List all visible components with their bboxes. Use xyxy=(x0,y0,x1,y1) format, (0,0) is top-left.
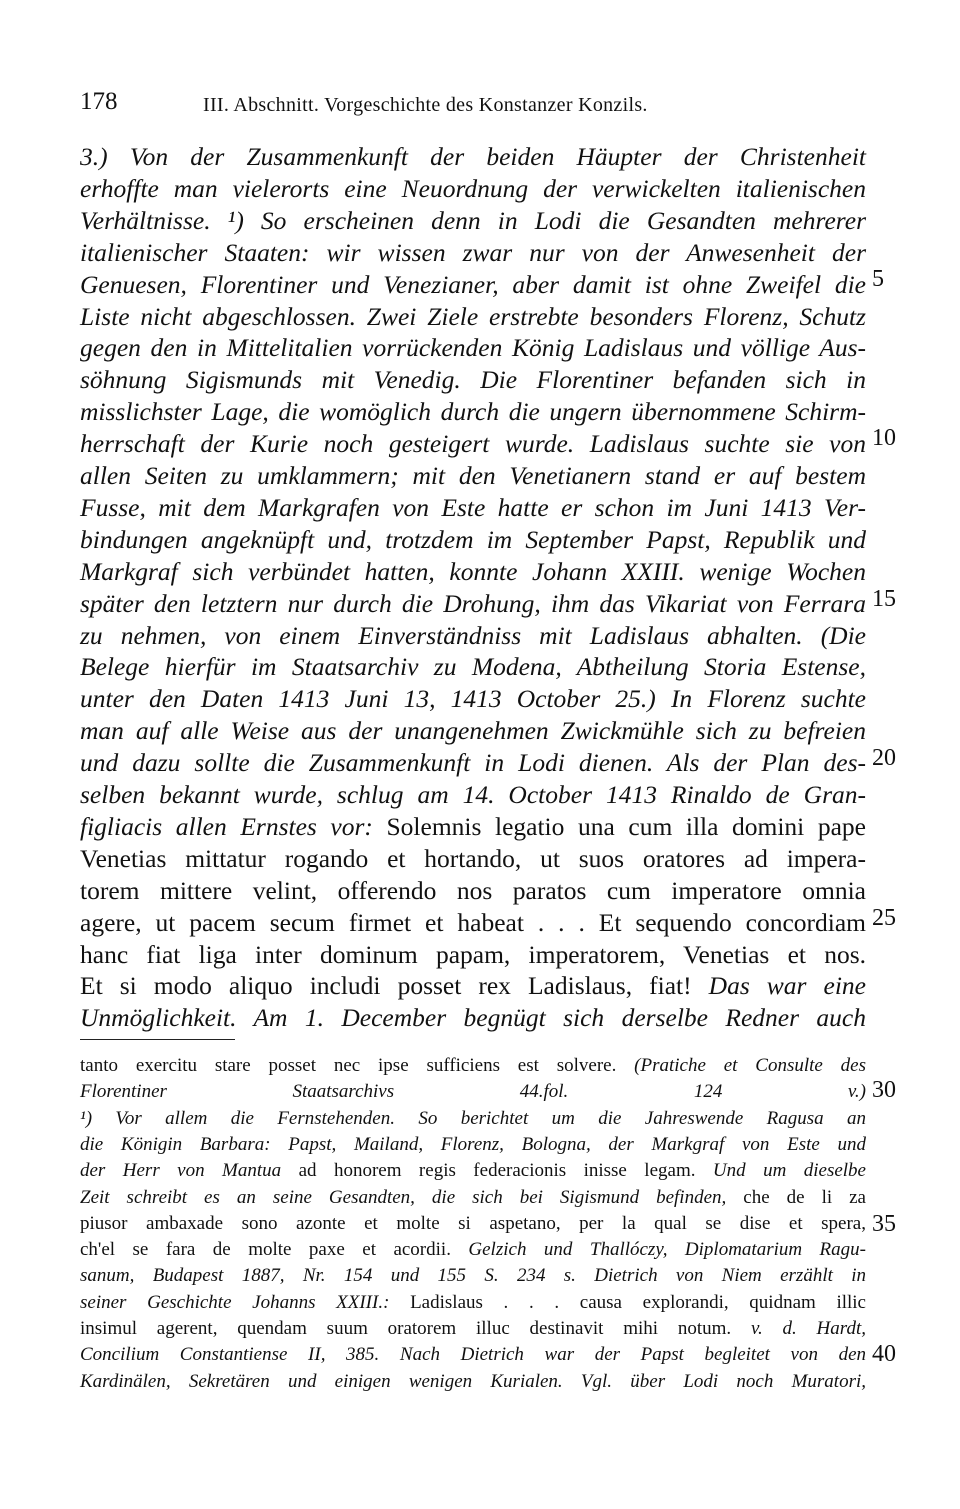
text-run: die Königin Barbara: Papst, Mailand, Florenz, Bologna, der Markgraf von Este und xyxy=(80,1133,866,1155)
text-run: Concilium Constantiense II, 385. Nach Dietrich war der Papst begleitet von den xyxy=(80,1344,866,1366)
text-run: gegen den in Mittelitalien vorrückenden König Ladislaus und völlige Aus- xyxy=(80,333,866,363)
text-line xyxy=(80,682,866,715)
footnote-line xyxy=(80,1212,866,1236)
footnote-line xyxy=(80,1370,866,1394)
text-run: piusor ambaxade sono azonte et molte si aspetano, per la qual se dise et spera, xyxy=(80,1212,866,1234)
text-line xyxy=(80,268,866,301)
text-run: zu nehmen, von einem Einverständniss mit Ladislaus abhalten. (Die xyxy=(80,620,866,650)
text-run: unter den Daten 1413 Juni 13, 1413 October 25.) In Florenz suchte xyxy=(80,684,866,714)
text-run: der Herr von Mantua xyxy=(80,1160,299,1182)
text-run: (Pratiche et Consulte des xyxy=(634,1055,866,1076)
line-number: 20 xyxy=(872,745,896,771)
footnote-line xyxy=(80,1264,866,1288)
text-line xyxy=(80,204,866,237)
text-run: Liste nicht abgeschlossen. Zwei Ziele erstrebte besonders Florenz, Schutz xyxy=(80,301,866,331)
line-number: 30 xyxy=(872,1077,896,1103)
footnote-line xyxy=(80,1317,866,1341)
text-line xyxy=(80,650,866,683)
text-run: ad honorem regis federacionis inisse legam. xyxy=(298,1160,713,1182)
text-line xyxy=(80,331,866,364)
text-run: ch'el se fara de molte paxe et acordii. xyxy=(80,1239,469,1261)
text-line xyxy=(80,555,866,588)
text-run: Gelzich und Thallóczy, Diplomatarium Ragu- xyxy=(468,1239,866,1261)
text-line xyxy=(80,874,866,907)
text-line xyxy=(80,1001,866,1034)
text-run: sanum, Budapest 1887, Nr. 154 und 155 S. 234 s. Dietrich von Niem erzählt in xyxy=(80,1265,866,1287)
text-run: Unmöglichkeit. Am 1. December begnügt sich derselbe Redner auch xyxy=(80,1003,866,1033)
text-run: insimul agerent, quendam suum oratorem illuc destinavit mihi notum. xyxy=(80,1318,751,1339)
text-line xyxy=(80,619,866,652)
text-line xyxy=(80,778,866,811)
text-run: Belege hierfür im Staatsarchiv zu Modena, Abtheilung Storia Estense, xyxy=(80,652,866,682)
text-run: Kardinälen, Sekretären und einigen wenigen Kurialen. Vgl. über Lodi noch Muratori, xyxy=(80,1370,866,1392)
text-run: Ladislaus . . . causa explorandi, quidnam illic xyxy=(410,1291,866,1313)
text-line xyxy=(80,810,866,843)
text-run: und dazu sollte die Zusammenkunft in Lodi dienen. Als der Plan des- xyxy=(80,748,866,778)
footnote-line xyxy=(80,1107,866,1131)
text-run: che de li za xyxy=(743,1186,866,1208)
text-line xyxy=(80,938,866,971)
line-number: 25 xyxy=(872,905,896,931)
line-number: 10 xyxy=(872,425,896,451)
text-run: söhnung Sigismunds mit Venedig. Die Florentiner befanden sich in xyxy=(80,365,866,395)
text-line xyxy=(80,363,866,396)
footnote-line xyxy=(80,1186,866,1210)
text-run: seiner Geschichte Johanns XXIII.: xyxy=(80,1291,411,1313)
text-run: allen Seiten zu umklammern; mit den Venetianern stand er auf bestem xyxy=(80,461,866,490)
text-run: Fusse, mit dem Markgrafen von Este hatte er schon im Juni 1413 Ver- xyxy=(80,492,866,522)
text-line xyxy=(80,172,866,205)
text-run: tanto exercitu stare posset nec ipse sufficiens est solvere. xyxy=(80,1055,635,1076)
text-run: Genuesen, Florentiner und Venezianer, aber damit ist ohne Zweifel die xyxy=(80,269,866,299)
text-line xyxy=(80,459,866,492)
text-run: Solemnis legatio una cum illa domini pape xyxy=(386,811,866,841)
footnote-line xyxy=(80,1159,866,1183)
line-number: 15 xyxy=(872,586,896,612)
text-run: misslichster Lage, die womöglich durch die ungern übernommene Schirm- xyxy=(80,397,866,427)
text-run: Florentiner Staatsarchivs 44.fol. 124 v.) xyxy=(80,1081,866,1103)
text-run: bindungen angeknüpft und, trotzdem im September Papst, Republik und xyxy=(80,524,866,554)
text-run: Et si modo aliquo includi posset rex Ladislaus, fiat! xyxy=(80,971,709,1001)
text-run: Zeit schreibt es an seine Gesandten, die sich bei Sigismund befinden, xyxy=(80,1186,744,1208)
text-run: später den letztern nur durch die Drohung, ihm das Vikariat von Ferrara xyxy=(80,588,866,618)
text-line xyxy=(80,969,866,1002)
text-line xyxy=(80,523,866,556)
text-run: herrschaft der Kurie noch gesteigert wurde. Ladislaus suchte sie von xyxy=(80,429,866,459)
text-run: italienischer Staaten: wir wissen zwar nur von der Anwesenheit der xyxy=(80,237,866,267)
text-run: v. d. Hardt, xyxy=(750,1318,866,1339)
footnote-line xyxy=(80,1080,866,1104)
running-title: III. Abschnitt. Vorgeschichte des Konstanzer Konzils. xyxy=(203,94,648,116)
text-line xyxy=(80,300,866,333)
text-line xyxy=(80,491,866,524)
text-run: figliacis allen Ernstes vor: xyxy=(80,811,387,841)
footnote-line xyxy=(80,1238,866,1262)
text-line xyxy=(80,746,866,779)
page-number: 178 xyxy=(80,88,118,115)
line-number: 35 xyxy=(872,1211,896,1237)
text-run: Markgraf sich verbündet hatten, konnte Johann XXIII. wenige Wochen xyxy=(80,556,866,586)
text-run: Das war eine xyxy=(708,971,866,1001)
text-run: Und um dieselbe xyxy=(712,1160,866,1182)
text-run: erhoffte man vielerorts eine Neuordnung der verwickelten italienischen xyxy=(80,173,866,203)
text-line xyxy=(80,236,866,269)
text-run: torem mittere velint, offerendo nos paratos cum imperatore omnia xyxy=(80,875,866,905)
text-line xyxy=(80,906,866,939)
footnote-line xyxy=(80,1133,866,1157)
text-line xyxy=(80,714,866,747)
text-line xyxy=(80,587,866,620)
line-number: 40 xyxy=(872,1341,896,1367)
text-line xyxy=(80,427,866,460)
text-run: 3.) Von der Zusammenkunft der beiden Häupter der Christenheit xyxy=(80,142,866,171)
text-run: Verhältnisse. ¹) So erscheinen denn in Lodi die Gesandten mehrerer xyxy=(80,205,866,235)
text-line xyxy=(80,842,866,875)
text-line xyxy=(80,395,866,428)
text-run: man auf alle Weise aus der unangenehmen Zwickmühle sich zu befreien xyxy=(80,716,866,746)
text-line xyxy=(80,140,866,173)
line-number: 5 xyxy=(872,266,884,292)
text-run: agere, ut pacem secum firmet et habeat . . . Et sequendo concordiam xyxy=(80,907,866,937)
text-run: hanc fiat liga inter dominum papam, imperatorem, Venetias et nos. xyxy=(80,939,866,969)
text-run: Venetias mittatur rogando et hortando, ut suos oratores ad impera- xyxy=(80,843,866,873)
text-run: selben bekannt wurde, schlug am 14. October 1413 Rinaldo de Gran- xyxy=(80,780,866,809)
footnote-divider xyxy=(80,1039,235,1040)
text-run: ¹) Vor allem die Fernstehenden. So berichtet um die Jahreswende Ragusa an xyxy=(80,1107,866,1129)
footnote-line xyxy=(80,1343,866,1367)
footnote-line xyxy=(80,1054,866,1078)
footnote-line xyxy=(80,1291,866,1315)
